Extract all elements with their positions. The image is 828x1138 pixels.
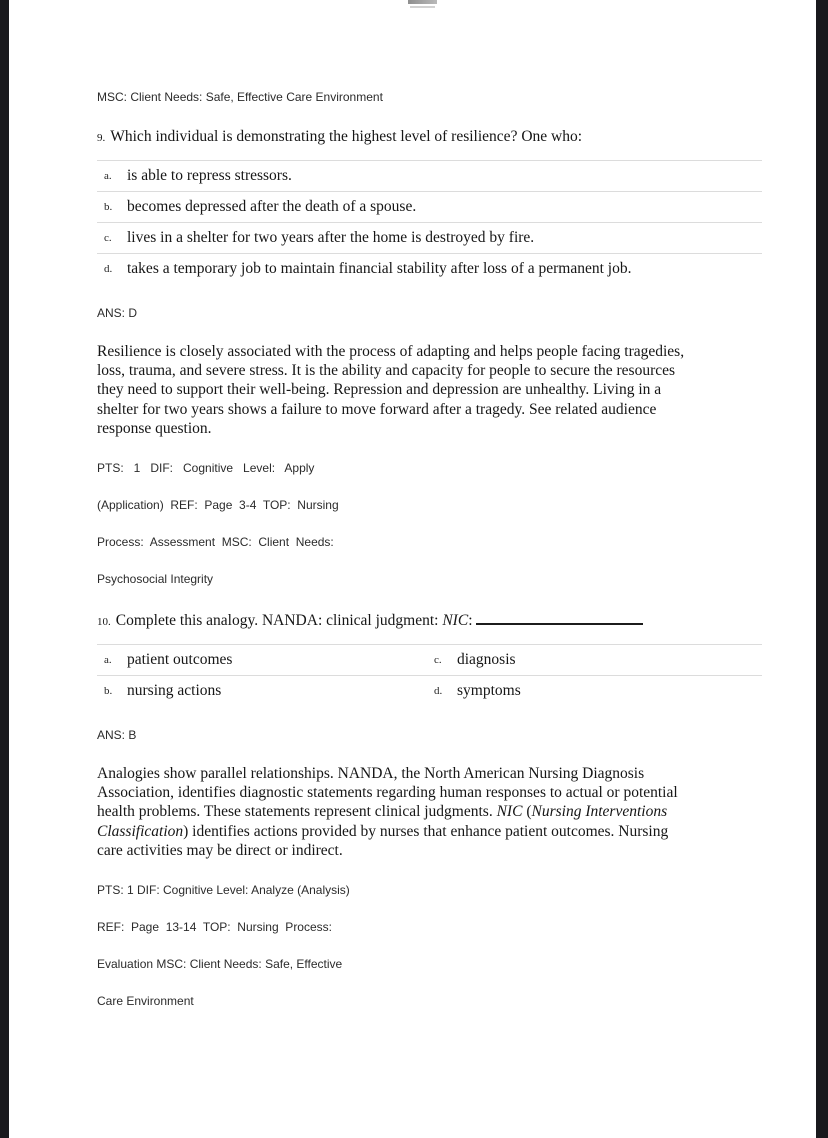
question-9-text: Which individual is demonstrating the highest level of resilience? One who:	[110, 128, 583, 145]
option-letter: a.	[104, 170, 112, 182]
meta-line-care-environment: Care Environment	[97, 994, 194, 1009]
option-letter: d.	[434, 685, 443, 698]
rationale-segment-italic: NIC	[496, 803, 523, 821]
question-10-answer: ANS: B	[97, 728, 137, 743]
option-letter: d.	[104, 263, 113, 275]
meta-line-psychosocial: Psychosocial Integrity	[97, 572, 214, 587]
option-row-b-d	[97, 676, 762, 706]
option-row-a-c	[97, 645, 762, 676]
rationale-segment: (	[522, 803, 532, 821]
option-cell-c	[434, 650, 516, 669]
question-10-text-prefix: Complete this analogy. NANDA: clinical judgment:	[115, 612, 443, 630]
meta-line-ref: REF: Page 13-14 TOP: Nursing Process:	[97, 920, 332, 935]
question-9-stem	[97, 127, 762, 148]
option-text: takes a temporary job to maintain financial stability after loss of a permanent job.	[127, 260, 632, 277]
option-letter: c.	[104, 232, 112, 244]
option-text: nursing actions	[127, 682, 222, 700]
option-letter: c.	[434, 654, 442, 667]
question-10-number: 10.	[97, 616, 111, 629]
option-row-c	[97, 223, 762, 254]
msc-header-line: MSC: Client Needs: Safe, Effective Care Environment	[97, 90, 383, 104]
option-text: becomes depressed after the death of a spouse.	[127, 198, 417, 215]
question-10-stem	[97, 611, 762, 632]
question-9-number: 9.	[97, 132, 106, 144]
meta-line-pts: PTS: 1 DIF: Cognitive Level: Analyze (Analysis)	[97, 883, 350, 898]
question-9-rationale: Resilience is closely associated with the process of adapting and helps people facing tragedies, loss, trauma, and severe stress. It is the ability and capacity for people to secure the resources they need to support their well-being. Repression and depression are unhealthy. Living in a shelter for two years shows a failure to move forward after a tragedy. See related audience response question.	[97, 343, 685, 437]
option-cell-b	[104, 681, 434, 700]
option-letter: b.	[104, 201, 113, 213]
rationale-segment-italic: Nursing Interventions Classification	[97, 803, 668, 840]
meta-line-ref: (Application) REF: Page 3-4 TOP: Nursing	[97, 498, 339, 513]
document-content	[9, 0, 816, 1008]
question-9-options	[97, 160, 762, 284]
top-edge-artifact-shadow	[410, 6, 435, 8]
question-9-answer: ANS: D	[97, 306, 138, 320]
option-row-b	[97, 192, 762, 223]
option-letter: b.	[104, 685, 113, 698]
option-cell-a	[104, 650, 434, 669]
question-10-rationale	[97, 764, 697, 860]
option-text: patient outcomes	[127, 651, 233, 669]
meta-line-process: Process: Assessment MSC: Client Needs:	[97, 535, 334, 550]
option-text: symptoms	[457, 682, 521, 700]
question-10-text-italic: NIC	[442, 612, 469, 630]
fill-in-blank-line	[476, 621, 643, 625]
option-text: diagnosis	[457, 651, 516, 669]
option-letter: a.	[104, 654, 112, 667]
option-text: lives in a shelter for two years after the home is destroyed by fire.	[127, 229, 535, 246]
meta-line-pts: PTS: 1 DIF: Cognitive Level: Apply	[97, 461, 315, 476]
option-row-d	[97, 254, 762, 284]
question-10-text-suffix: :	[468, 612, 473, 630]
document-page	[9, 0, 816, 1138]
rationale-segment: ) identifies actions provided by nurses that enhance patient outcomes. Nursing care activities may be direct or indirect.	[97, 822, 669, 859]
rationale-segment: Analogies show parallel relationships. NANDA, the North American Nursing Diagnosis Association, identifies diagnostic statements regarding human responses to actual or potential health problems. These statements represent clinical judgments.	[97, 765, 678, 821]
option-text: is able to repress stressors.	[127, 167, 292, 184]
top-edge-artifact	[408, 0, 437, 4]
option-row-a	[97, 161, 762, 192]
meta-line-evaluation: Evaluation MSC: Client Needs: Safe, Effective	[97, 957, 343, 972]
option-cell-d	[434, 681, 521, 700]
question-10-options	[97, 644, 762, 706]
